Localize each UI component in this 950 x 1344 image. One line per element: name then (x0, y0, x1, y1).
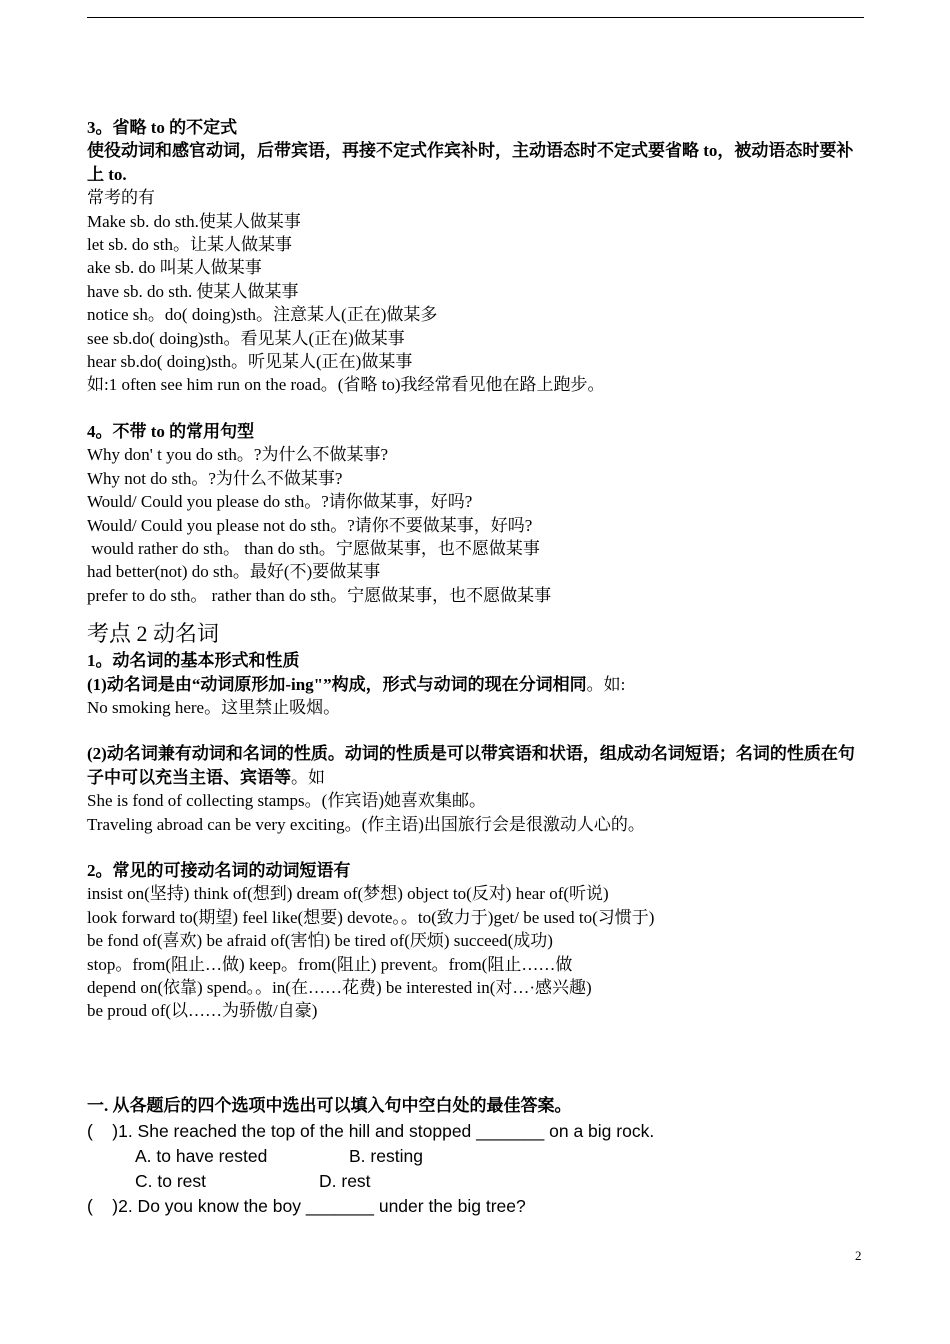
kaodian2-p2 (87, 742, 865, 789)
list-item: would rather do sth。 than do sth。宁愿做某事，也不愿做某事 (87, 538, 540, 558)
kaodian2-sub2-heading: 2。常见的可接动名词的动词短语有 (87, 860, 351, 880)
phrase-line: depend on(依靠) spend。。in(在……花费) be interested in(对…·感兴趣) (87, 978, 592, 997)
phrase-line: look forward to(期望) feel like(想要) devote。。to(致力于)get/ be used to(习惯于) (87, 907, 655, 927)
document-body (87, 116, 865, 1219)
option-a[interactable]: A. to have rested (135, 1145, 268, 1166)
phrase-line: insist on(坚持) think of(想到) dream of(梦想) object to(反对) hear of(听说) (87, 884, 609, 904)
list-item: Would/ Could you please do sth。?请你做某事，好吗? (87, 492, 473, 512)
list-item: Would/ Could you please not do sth。?请你不要做某事，好吗? (87, 515, 533, 535)
kaodian2-title: 考点 2 动名词 (87, 621, 220, 647)
question-1-options-row-1 (87, 1144, 865, 1169)
kaodian2-p2-bold: (2)动名词兼有动词和名词的性质。动词的性质是可以带宾语和状语，组成动名词短语；名词的性质在句子中可以充当主语、宾语等 (87, 744, 855, 787)
option-d[interactable]: D. rest (319, 1170, 371, 1191)
kaodian2-p1-example: No smoking here。这里禁止吸烟。 (87, 697, 341, 717)
list-item: prefer to do sth。 rather than do sth。宁愿做某事，也不愿做某事 (87, 585, 552, 605)
list-item: Make sb. do sth.使某人做某事 (87, 211, 301, 231)
kaodian2-p2-tail: 。如 (291, 767, 325, 787)
list-item: Why not do sth。?为什么不做某事? (87, 468, 343, 488)
section3-intro: 常考的有 (87, 188, 155, 208)
option-b[interactable]: B. resting (349, 1145, 423, 1166)
option-c[interactable]: C. to rest (135, 1170, 206, 1191)
header-rule (87, 17, 864, 18)
example-line: She is fond of collecting stamps。(作宾语)她喜欢集邮。 (87, 791, 486, 811)
phrase-line: stop。from(阻止…做) keep。from(阻止) prevent。from(阻止……做 (87, 954, 573, 974)
section3-rule: 使役动词和感官动词，后带宾语，再接不定式作宾补时，主动语态时不定式要省略 to，被动语态时要补上 to. (87, 141, 854, 184)
kaodian2-p1-tail: 。如: (586, 674, 626, 694)
page-number: 2 (855, 1248, 862, 1263)
list-item: ake sb. do 叫某人做某事 (87, 258, 262, 278)
exercise-heading: 一. 从各题后的四个选项中选出可以填入句中空白处的最佳答案。 (87, 1095, 572, 1115)
list-item: hear sb.do( doing)sth。听见某人(正在)做某事 (87, 352, 413, 372)
list-item: had better(not) do sth。最好(不)要做某事 (87, 562, 381, 582)
kaodian2-p1-bold: (1)动名词是由“动词原形加-ing"”构成，形式与动词的现在分词相同 (87, 674, 587, 694)
list-item: notice sh。do( doing)sth。注意某人(正在)做某多 (87, 305, 438, 325)
phrase-line: be fond of(喜欢) be afraid of(害怕) be tired of(厌烦) succeed(成功) (87, 931, 553, 951)
kaodian2-sub1-heading: 1。动名词的基本形式和性质 (87, 651, 300, 671)
section4-heading: 4。不带 to 的常用句型 (87, 421, 255, 441)
list-item: let sb. do sth。让某人做某事 (87, 235, 292, 255)
list-item: have sb. do sth. 使某人做某事 (87, 281, 299, 301)
question-1: ( )1. She reached the top of the hill and stopped _______ on a big rock. (87, 1120, 655, 1141)
section3-example: 如:1 often see him run on the road。(省略 to)我经常看见他在路上跑步。 (87, 375, 605, 395)
example-line: Traveling abroad can be very exciting。(作主语)出国旅行会是很激动人心的。 (87, 814, 645, 834)
question-1-options-row-2 (87, 1169, 865, 1194)
question-2: ( )2. Do you know the boy _______ under the big tree? (87, 1195, 526, 1216)
list-item: Why don' t you do sth。?为什么不做某事? (87, 445, 389, 465)
phrase-line: be proud of(以……为骄傲/自豪) (87, 1001, 318, 1021)
list-item: see sb.do( doing)sth。看见某人(正在)做某事 (87, 328, 405, 348)
kaodian2-p1 (87, 673, 865, 696)
section3-heading: 3。省略 to 的不定式 (87, 118, 238, 137)
